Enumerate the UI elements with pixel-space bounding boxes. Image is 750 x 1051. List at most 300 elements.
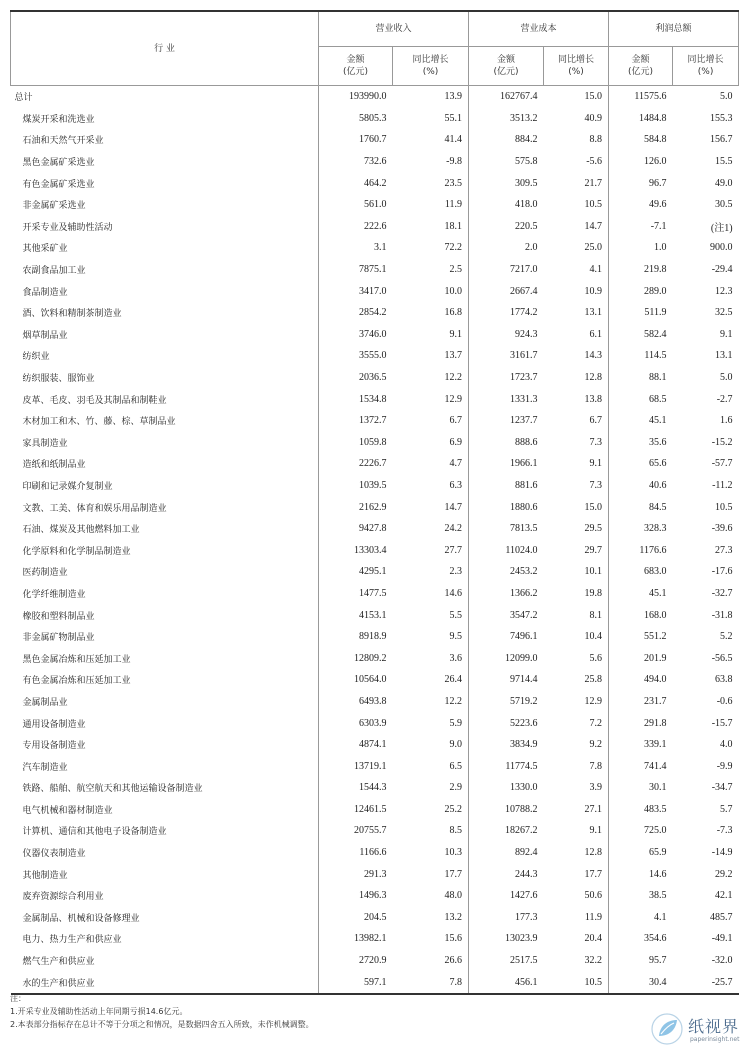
industry-name: 皮革、毛皮、羽毛及其制品和制鞋业 <box>22 395 167 406</box>
cost-cell: 1331.3 <box>469 388 544 410</box>
profit-g-cell: -39.6 <box>711 523 733 535</box>
profit-cell: 30.4 <box>609 971 673 994</box>
growth-header-unit: (%) <box>568 67 584 77</box>
cost-cell: 2.0 <box>469 237 544 259</box>
cost-cell: 309.5 <box>469 172 544 194</box>
rev-cell: 1534.8 <box>319 388 393 410</box>
cost-cell: 9714.4 <box>469 669 544 691</box>
rev-cell: 6493.8 <box>319 691 393 713</box>
cost-cell: 2517.5 <box>469 950 544 972</box>
industry-name: 汽车制造业 <box>22 762 68 773</box>
profit-g-cell: -9.9 <box>716 760 733 772</box>
profit-cell: 582.4 <box>609 324 673 346</box>
table-row <box>11 863 739 885</box>
cost-cell: 1723.7 <box>469 367 544 389</box>
rev-cell: 2720.9 <box>319 950 393 972</box>
industry-name: 酒、饮料和精制茶制造业 <box>22 309 122 320</box>
rev-g-cell: -9.8 <box>446 156 463 168</box>
amount-header <box>469 47 544 86</box>
amount-header-unit: (亿元) <box>342 67 369 77</box>
footnotes <box>10 992 314 1031</box>
profit-g-cell: -15.2 <box>711 436 733 448</box>
table-row <box>11 734 739 756</box>
profit-cell: 65.9 <box>609 842 673 864</box>
rev-cell: 13303.4 <box>319 539 393 561</box>
cost-g-cell: 7.8 <box>589 760 603 772</box>
profit-g-cell: 29.2 <box>715 868 733 880</box>
cost-g-cell: 25.8 <box>584 674 603 686</box>
cost-cell: 1966.1 <box>469 453 544 475</box>
profit-g-cell: -7.3 <box>716 825 733 837</box>
logo-text-cn: 纸视界 <box>688 1017 740 1036</box>
industry-name: 纺织业 <box>22 352 50 363</box>
cost-g-cell: 8.1 <box>589 609 603 621</box>
rev-cell: 7875.1 <box>319 259 393 281</box>
table-row <box>11 647 739 669</box>
industry-name: 造纸和纸制品业 <box>22 460 86 471</box>
cost-cell: 924.3 <box>469 324 544 346</box>
rev-cell: 732.6 <box>319 151 393 173</box>
profit-g-cell: 12.3 <box>715 285 733 297</box>
profit-g-cell: -0.6 <box>716 695 733 707</box>
cost-cell: 884.2 <box>469 129 544 151</box>
cost-g-cell: 7.2 <box>589 717 603 729</box>
rev-cell: 20755.7 <box>319 820 393 842</box>
table-row <box>11 302 739 324</box>
profit-cell: 65.6 <box>609 453 673 475</box>
cost-cell: 418.0 <box>469 194 544 216</box>
industry-name: 开采专业及辅助性活动 <box>22 222 113 233</box>
profit-g-cell: 5.0 <box>720 372 733 384</box>
industry-name: 总计 <box>14 93 33 104</box>
profit-cell: 35.6 <box>609 432 673 454</box>
rev-cell: 2162.9 <box>319 496 393 518</box>
growth-header <box>673 47 739 86</box>
rev-g-cell: 26.6 <box>444 955 463 967</box>
table-row <box>11 842 739 864</box>
table-row <box>11 172 739 194</box>
rev-cell: 464.2 <box>319 172 393 194</box>
table-row <box>11 496 739 518</box>
profit-g-cell: 5.7 <box>720 803 733 815</box>
rev-g-cell: 14.6 <box>444 587 463 599</box>
cost-g-cell: 19.8 <box>584 587 603 599</box>
table-row <box>11 777 739 799</box>
rev-g-cell: 10.0 <box>444 285 463 297</box>
cost-g-cell: 13.1 <box>584 307 603 319</box>
industry-name: 电力、热力生产和供应业 <box>22 935 122 946</box>
rev-g-cell: 6.5 <box>449 760 463 772</box>
table-row <box>11 691 739 713</box>
rev-g-cell: 55.1 <box>444 112 463 124</box>
industry-name: 医药制造业 <box>22 568 68 579</box>
industry-name: 木材加工和木、竹、藤、棕、草制品业 <box>22 417 176 428</box>
profit-cell: 14.6 <box>609 863 673 885</box>
profit-cell: 4.1 <box>609 907 673 929</box>
profit-g-cell: -15.7 <box>711 717 733 729</box>
table-row <box>11 799 739 821</box>
rev-cell: 2854.2 <box>319 302 393 324</box>
industry-finance-table <box>10 10 739 995</box>
profit-cell: 11575.6 <box>609 86 673 108</box>
profit-g-cell: 49.0 <box>715 177 733 189</box>
industry-name: 家具制造业 <box>22 438 68 449</box>
cost-cell: 1330.0 <box>469 777 544 799</box>
profit-g-cell: -25.7 <box>673 971 739 994</box>
cost-cell: 1237.7 <box>469 410 544 432</box>
cost-cell: 2453.2 <box>469 561 544 583</box>
profit-cell: 126.0 <box>609 151 673 173</box>
note-1: 1.开采专业及辅助性活动上年同期亏损14.6亿元。 <box>10 1007 188 1016</box>
table-row <box>11 626 739 648</box>
rev-cell: 12461.5 <box>319 799 393 821</box>
rev-g-cell: 9.1 <box>449 328 463 340</box>
industry-name: 食品制造业 <box>22 287 68 298</box>
rev-g-cell: 25.2 <box>444 803 463 815</box>
cost-cell: 1366.2 <box>469 583 544 605</box>
cost-g-cell: 21.7 <box>584 177 603 189</box>
profit-cell: 354.6 <box>609 928 673 950</box>
table-row <box>11 885 739 907</box>
profit-cell: 88.1 <box>609 367 673 389</box>
note-2: 2.本表部分指标存在总计不等于分项之和情况，是数据四舍五入所致，未作机械调整。 <box>10 1020 314 1029</box>
table-row <box>11 367 739 389</box>
profit-cell: 84.5 <box>609 496 673 518</box>
rev-cell: 10564.0 <box>319 669 393 691</box>
profit-g-cell: 10.5 <box>715 501 733 513</box>
cost-cell: 881.6 <box>469 475 544 497</box>
cost-cell: 892.4 <box>469 842 544 864</box>
profit-cell: 289.0 <box>609 280 673 302</box>
profit-g-cell: 30.5 <box>715 199 733 211</box>
industry-name: 计算机、通信和其他电子设备制造业 <box>22 827 167 838</box>
rev-g-cell: 6.9 <box>449 436 463 448</box>
profit-cell: 95.7 <box>609 950 673 972</box>
profit-g-cell: 42.1 <box>715 890 733 902</box>
rev-cell: 9427.8 <box>319 518 393 540</box>
industry-name: 黑色金属矿采选业 <box>22 158 95 169</box>
profit-g-cell: 9.1 <box>720 328 733 340</box>
cost-cell: 7217.0 <box>469 259 544 281</box>
cost-g-cell: 6.1 <box>589 328 603 340</box>
cost-g-cell: 10.5 <box>544 971 609 994</box>
industry-name: 煤炭开采和洗选业 <box>22 114 95 125</box>
amount-header-label: 金额 <box>497 55 516 65</box>
rev-g-cell: 72.2 <box>444 242 463 254</box>
cost-g-cell: -5.6 <box>586 156 603 168</box>
cost-g-cell: 9.2 <box>589 739 603 751</box>
industry-name: 有色金属矿采选业 <box>22 179 95 190</box>
rev-g-cell: 11.9 <box>444 199 463 211</box>
cost-g-cell: 5.6 <box>589 652 603 664</box>
industry-name: 有色金属冶炼和压延加工业 <box>22 676 131 687</box>
table-row <box>11 432 739 454</box>
table-row <box>11 259 739 281</box>
profit-cell: 30.1 <box>609 777 673 799</box>
industry-name: 电气机械和器材制造业 <box>22 805 113 816</box>
profit-cell: 494.0 <box>609 669 673 691</box>
growth-header <box>544 47 609 86</box>
cost-cell: 244.3 <box>469 863 544 885</box>
rev-g-cell: 41.4 <box>444 134 463 146</box>
industry-name: 其他采矿业 <box>22 244 68 255</box>
profit-g-cell: 32.5 <box>715 307 733 319</box>
cost-cell: 1427.6 <box>469 885 544 907</box>
industry-name: 纺织服装、服饰业 <box>22 374 95 385</box>
cost-cell: 10788.2 <box>469 799 544 821</box>
profit-g-cell: -29.4 <box>711 264 733 276</box>
table-row <box>11 907 739 929</box>
rev-cell: 291.3 <box>319 863 393 885</box>
cost-cell: 5719.2 <box>469 691 544 713</box>
rev-cell: 8918.9 <box>319 626 393 648</box>
profit-cell: 49.6 <box>609 194 673 216</box>
rev-cell: 1059.8 <box>319 432 393 454</box>
industry-name: 铁路、船舶、航空航天和其他运输设备制造业 <box>22 784 203 795</box>
growth-header-label: 同比增长 <box>412 55 449 65</box>
rev-g-cell: 6.3 <box>449 479 463 491</box>
profit-g-cell: -57.7 <box>711 458 733 470</box>
profit-cell: 584.8 <box>609 129 673 151</box>
rev-g-cell: 13.7 <box>444 350 463 362</box>
cost-g-cell: 3.9 <box>589 782 603 794</box>
rev-cell: 1477.5 <box>319 583 393 605</box>
industry-name: 仪器仪表制造业 <box>22 849 86 860</box>
cost-g-cell: 50.6 <box>584 890 603 902</box>
profit-cell: 96.7 <box>609 172 673 194</box>
cost-cell: 2667.4 <box>469 280 544 302</box>
rev-g-cell: 6.7 <box>449 415 463 427</box>
rev-g-cell: 12.2 <box>444 372 463 384</box>
rev-g-cell: 13.9 <box>444 91 463 103</box>
profit-cell: 38.5 <box>609 885 673 907</box>
amount-header <box>609 47 673 86</box>
cost-g-cell: 7.3 <box>589 436 603 448</box>
industry-name: 农副食品加工业 <box>22 266 86 277</box>
rev-cell: 3417.0 <box>319 280 393 302</box>
industry-name: 非金属矿采选业 <box>22 201 86 212</box>
cost-g-cell: 10.9 <box>584 285 603 297</box>
profit-cell: 40.6 <box>609 475 673 497</box>
cost-cell: 18267.2 <box>469 820 544 842</box>
profit-cell: 291.8 <box>609 712 673 734</box>
rev-g-cell: 9.0 <box>449 739 463 751</box>
rev-cell: 2036.5 <box>319 367 393 389</box>
rev-g-cell: 4.7 <box>449 458 463 470</box>
industry-name: 废弃资源综合利用业 <box>22 892 104 903</box>
cost-cell: 11024.0 <box>469 539 544 561</box>
profit-cell: 45.1 <box>609 583 673 605</box>
profit-g-cell: -17.6 <box>711 566 733 578</box>
profit-g-cell: -2.7 <box>716 393 733 405</box>
cost-g-cell: 27.1 <box>584 803 603 815</box>
cost-g-cell: 20.4 <box>584 933 603 945</box>
cost-g-cell: 4.1 <box>589 264 603 276</box>
profit-g-cell: (注1) <box>710 222 733 234</box>
cost-cell: 575.8 <box>469 151 544 173</box>
cost-cell: 456.1 <box>469 971 544 994</box>
cost-g-cell: 10.4 <box>584 631 603 643</box>
rev-cell: 1039.5 <box>319 475 393 497</box>
profit-cell: 1484.8 <box>609 108 673 130</box>
amount-header-unit: (亿元) <box>628 67 654 77</box>
cost-g-cell: 6.7 <box>589 415 603 427</box>
industry-name: 黑色金属冶炼和压延加工业 <box>22 654 131 665</box>
cost-g-cell: 10.5 <box>584 199 603 211</box>
amount-header-label: 金额 <box>631 55 650 65</box>
rev-g-cell: 18.1 <box>444 220 463 232</box>
profit-g-cell: -32.0 <box>711 955 733 967</box>
cost-cell: 3547.2 <box>469 604 544 626</box>
cost-g-cell: 9.1 <box>589 458 603 470</box>
table-row <box>11 712 739 734</box>
industry-name: 橡胶和塑料制品业 <box>22 611 95 622</box>
rev-cell: 1544.3 <box>319 777 393 799</box>
industry-name: 石油、煤炭及其他燃料加工业 <box>22 525 140 536</box>
cost-g-cell: 10.1 <box>584 566 603 578</box>
profit-cell: 201.9 <box>609 647 673 669</box>
table-row <box>11 604 739 626</box>
rev-cell: 193990.0 <box>319 86 393 108</box>
cost-cell: 3834.9 <box>469 734 544 756</box>
cost-g-cell: 9.1 <box>589 825 603 837</box>
rev-cell: 222.6 <box>319 216 393 238</box>
industry-name: 金属制品、机械和设备修理业 <box>22 913 140 924</box>
profit-g-cell: 900.0 <box>710 242 733 254</box>
cost-cell: 11774.5 <box>469 755 544 777</box>
profit-cell: 1.0 <box>609 237 673 259</box>
cost-g-cell: 12.8 <box>584 847 603 859</box>
table-row <box>11 388 739 410</box>
logo-text-en: paperinsight.net <box>690 1036 740 1043</box>
profit-g-cell: 27.3 <box>715 544 733 556</box>
industry-name: 非金属矿物制品业 <box>22 633 95 644</box>
table-row <box>11 561 739 583</box>
cost-cell: 177.3 <box>469 907 544 929</box>
profit-cell: 68.5 <box>609 388 673 410</box>
rev-g-cell: 3.6 <box>449 652 463 664</box>
cost-g-cell: 15.0 <box>584 91 603 103</box>
rev-cell: 1372.7 <box>319 410 393 432</box>
profit-cell: 231.7 <box>609 691 673 713</box>
rev-cell: 13982.1 <box>319 928 393 950</box>
table-row <box>11 950 739 972</box>
table-row <box>11 280 739 302</box>
cost-g-cell: 13.8 <box>584 393 603 405</box>
profit-cell: 483.5 <box>609 799 673 821</box>
profit-header: 利润总额 <box>609 11 739 47</box>
profit-cell: -7.1 <box>609 216 673 238</box>
table-row <box>11 820 739 842</box>
growth-header-label: 同比增长 <box>558 55 595 65</box>
cost-g-cell: 15.0 <box>584 501 603 513</box>
rev-cell: 2226.7 <box>319 453 393 475</box>
profit-cell: 683.0 <box>609 561 673 583</box>
table-row <box>11 583 739 605</box>
profit-cell: 741.4 <box>609 755 673 777</box>
cost-cell: 162767.4 <box>469 86 544 108</box>
profit-cell: 219.8 <box>609 259 673 281</box>
profit-cell: 328.3 <box>609 518 673 540</box>
table-row <box>11 755 739 777</box>
profit-g-cell: -11.2 <box>712 479 733 491</box>
rev-cell: 3.1 <box>319 237 393 259</box>
cost-g-cell: 32.2 <box>584 955 603 967</box>
cost-g-cell: 8.8 <box>589 134 603 146</box>
cost-cell: 220.5 <box>469 216 544 238</box>
profit-g-cell: 156.7 <box>710 134 733 146</box>
rev-g-cell: 2.5 <box>449 264 463 276</box>
table-row <box>11 345 739 367</box>
profit-g-cell: -34.7 <box>711 782 733 794</box>
rev-cell: 4153.1 <box>319 604 393 626</box>
industry-name: 其他制造业 <box>22 870 68 881</box>
cost-g-cell: 14.3 <box>584 350 603 362</box>
rev-cell: 12809.2 <box>319 647 393 669</box>
cost-cell: 5223.6 <box>469 712 544 734</box>
cost-g-cell: 29.5 <box>584 523 603 535</box>
profit-cell: 725.0 <box>609 820 673 842</box>
profit-cell: 114.5 <box>609 345 673 367</box>
cost-g-cell: 25.0 <box>584 242 603 254</box>
table-row <box>11 669 739 691</box>
rev-cell: 5805.3 <box>319 108 393 130</box>
table-row <box>11 453 739 475</box>
industry-name: 燃气生产和供应业 <box>22 957 95 968</box>
leaf-logo-icon <box>650 1012 684 1046</box>
profit-cell: 45.1 <box>609 410 673 432</box>
cost-cell: 1880.6 <box>469 496 544 518</box>
profit-g-cell: 1.6 <box>720 415 733 427</box>
cost-g-cell: 12.9 <box>584 695 603 707</box>
rev-cell: 204.5 <box>319 907 393 929</box>
rev-cell: 3555.0 <box>319 345 393 367</box>
table-row <box>11 129 739 151</box>
cost-g-cell: 11.9 <box>584 911 603 923</box>
rev-g-cell: 2.3 <box>449 566 463 578</box>
rev-g-cell: 9.5 <box>449 631 463 643</box>
cost-cell: 13023.9 <box>469 928 544 950</box>
cost-g-cell: 7.3 <box>589 479 603 491</box>
rev-cell: 1496.3 <box>319 885 393 907</box>
table-row <box>11 151 739 173</box>
industry-name: 水的生产和供应业 <box>11 971 319 994</box>
profit-g-cell: 155.3 <box>710 112 733 124</box>
rev-cell: 561.0 <box>319 194 393 216</box>
cost-cell: 7813.5 <box>469 518 544 540</box>
profit-g-cell: 485.7 <box>710 911 733 923</box>
profit-g-cell: 63.8 <box>715 674 733 686</box>
rev-cell: 3746.0 <box>319 324 393 346</box>
table-row <box>11 539 739 561</box>
cost-g-cell: 12.8 <box>584 372 603 384</box>
industry-name: 烟草制品业 <box>22 330 68 341</box>
industry-name: 印刷和记录媒介复制业 <box>22 481 113 492</box>
cost-cell: 12099.0 <box>469 647 544 669</box>
profit-g-cell: 4.0 <box>720 739 733 751</box>
rev-g-cell: 26.4 <box>444 674 463 686</box>
cost-cell: 3161.7 <box>469 345 544 367</box>
profit-cell: 1176.6 <box>609 539 673 561</box>
rev-cell: 1166.6 <box>319 842 393 864</box>
total-row <box>11 86 739 108</box>
table-row <box>11 237 739 259</box>
industry-name: 专用设备制造业 <box>22 741 86 752</box>
profit-g-cell: 13.1 <box>715 350 733 362</box>
rev-cell: 4295.1 <box>319 561 393 583</box>
rev-g-cell: 13.2 <box>444 911 463 923</box>
cost-cell: 1774.2 <box>469 302 544 324</box>
